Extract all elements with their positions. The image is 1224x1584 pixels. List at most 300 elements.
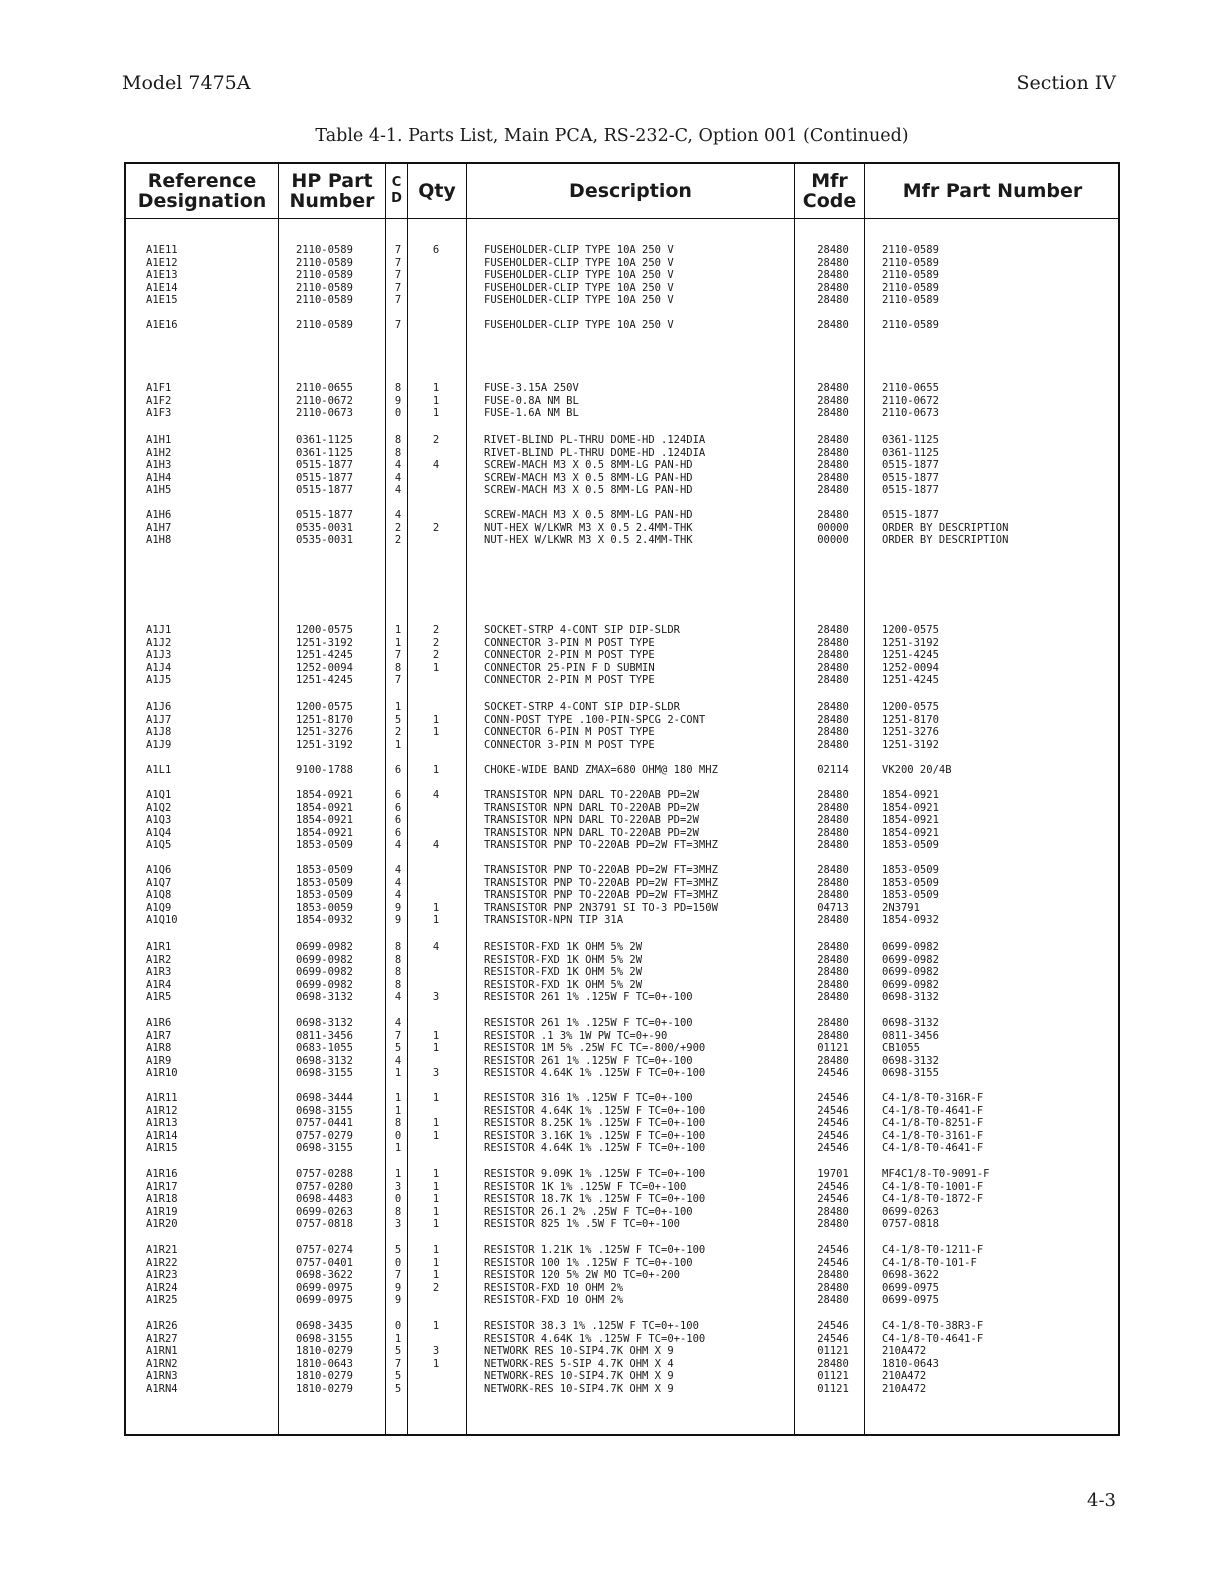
description-cell: TRANSISTOR NPN DARL TO-220AB PD=2W <box>484 826 699 839</box>
ref-cell: A1J3 <box>146 649 172 661</box>
mfr-code-cell: 24546 <box>817 1104 849 1117</box>
mfr-part-cell: 0515-1877 <box>882 484 939 496</box>
qty-cell: 1 <box>432 1269 440 1281</box>
qty-cell: 1 <box>432 1180 440 1193</box>
cd-cell: 1 <box>394 1092 402 1104</box>
hp-part-cell: 1251-3276 <box>296 726 353 738</box>
table-row <box>126 764 1122 777</box>
parts-table <box>124 162 1120 1436</box>
table-row <box>126 244 1122 257</box>
hp-part-cell: 1810-0279 <box>296 1345 353 1357</box>
cd-cell: 6 <box>394 801 402 814</box>
hp-part-cell: 1251-8170 <box>296 713 353 726</box>
qty-cell: 1 <box>432 394 440 407</box>
table-row <box>126 1345 1122 1358</box>
hp-part-cell: 1854-0921 <box>296 814 353 826</box>
table-row <box>126 1333 1122 1346</box>
mfr-code-cell: 28480 <box>817 446 849 459</box>
hp-part-cell: 2110-0589 <box>296 319 353 331</box>
hp-part-cell: 0698-3155 <box>296 1067 353 1079</box>
mfr-code-cell: 28480 <box>817 1269 849 1281</box>
mfr-code-cell: 28480 <box>817 826 849 839</box>
mfr-code-cell: 28480 <box>817 471 849 484</box>
mfr-code-cell: 28480 <box>817 509 849 521</box>
ref-cell: A1Q6 <box>146 864 172 876</box>
hp-part-cell: 1854-0921 <box>296 826 353 839</box>
cd-cell: 7 <box>394 319 402 331</box>
hp-part-cell: 1251-4245 <box>296 649 353 661</box>
description-cell: RESISTOR 9.09K 1% .125W F TC=0+-100 <box>484 1168 706 1180</box>
cd-cell: 4 <box>394 471 402 484</box>
mfr-part-cell: 1854-0932 <box>882 914 939 926</box>
hp-part-cell: 0698-3444 <box>296 1092 353 1104</box>
ref-cell: A1R2 <box>146 953 172 966</box>
mfr-part-cell: C4-1/8-T0-38R3-F <box>882 1320 984 1332</box>
cd-cell: 8 <box>394 382 402 394</box>
mfr-part-cell: 1251-3192 <box>882 636 939 649</box>
description-cell: FUSEHOLDER-CLIP TYPE 10A 250 V <box>484 269 674 281</box>
mfr-part-cell: 0757-0818 <box>882 1218 939 1230</box>
page-number: 4-3 <box>1087 1490 1116 1511</box>
mfr-part-cell: 1251-3276 <box>882 726 939 738</box>
description-cell: TRANSISTOR PNP TO-220AB PD=2W FT=3MHZ <box>484 839 718 851</box>
mfr-code-cell: 28480 <box>817 864 849 876</box>
mfr-part-cell: 2110-0589 <box>882 294 939 306</box>
mfr-part-cell: ORDER BY DESCRIPTION <box>882 521 1009 534</box>
ref-cell: A1J7 <box>146 713 172 726</box>
cd-cell: 1 <box>394 624 402 636</box>
mfr-code-cell: 28480 <box>817 244 849 256</box>
table-row <box>126 789 1122 802</box>
ref-cell: A1H2 <box>146 446 172 459</box>
cd-cell: 5 <box>394 713 402 726</box>
description-cell: FUSEHOLDER-CLIP TYPE 10A 250 V <box>484 244 674 256</box>
cd-cell: 1 <box>394 1332 402 1345</box>
mfr-part-cell: 0699-0975 <box>882 1294 939 1306</box>
mfr-code-cell: 24546 <box>817 1332 849 1345</box>
cd-cell: 8 <box>394 978 402 991</box>
description-cell: RESISTOR-FXD 10 OHM 2% <box>484 1294 624 1306</box>
mfr-part-cell: C4-1/8-T0-4641-F <box>882 1104 984 1117</box>
qty-cell: 1 <box>432 1092 440 1104</box>
table-row <box>126 902 1122 915</box>
mfr-part-cell: C4-1/8-T0-1872-F <box>882 1193 984 1205</box>
cd-cell: 7 <box>394 674 402 686</box>
table-row <box>126 269 1122 282</box>
hp-part-cell: 0757-0441 <box>296 1117 353 1129</box>
ref-cell: A1R5 <box>146 991 172 1003</box>
hp-part-cell: 9100-1788 <box>296 764 353 776</box>
ref-cell: A1E15 <box>146 294 178 306</box>
ref-cell: A1J1 <box>146 624 172 636</box>
qty-cell: 1 <box>432 407 440 419</box>
model-header: Model 7475A <box>122 72 251 94</box>
mfr-part-cell: 210A472 <box>882 1382 927 1395</box>
cd-cell: 7 <box>394 269 402 281</box>
mfr-code-cell: 28480 <box>817 661 849 674</box>
qty-cell: 1 <box>432 1129 440 1142</box>
mfr-code-cell: 01121 <box>817 1042 849 1054</box>
cd-cell: 8 <box>394 966 402 978</box>
hp-part-cell: 0535-0031 <box>296 534 353 546</box>
mfr-part-cell: 1810-0643 <box>882 1357 939 1370</box>
hp-part-cell: 1200-0575 <box>296 624 353 636</box>
table-row <box>126 637 1122 650</box>
cd-cell: 4 <box>394 839 402 851</box>
table-row <box>126 522 1122 535</box>
table-row <box>126 447 1122 460</box>
cd-cell: 9 <box>394 914 402 926</box>
description-cell: CONNECTOR 6-PIN M POST TYPE <box>484 726 655 738</box>
cd-cell: 4 <box>394 484 402 496</box>
section-header: Section IV <box>1016 72 1116 94</box>
ref-cell: A1H8 <box>146 534 172 546</box>
table-row <box>126 1067 1122 1080</box>
mfr-part-cell: 1251-8170 <box>882 713 939 726</box>
mfr-code-cell: 01121 <box>817 1382 849 1395</box>
mfr-code-cell: 24546 <box>817 1117 849 1129</box>
hp-part-cell: 0698-3132 <box>296 991 353 1003</box>
description-cell: RESISTOR 825 1% .5W F TC=0+-100 <box>484 1218 680 1230</box>
ref-cell: A1Q2 <box>146 801 172 814</box>
mfr-part-cell: C4-1/8-T0-4641-F <box>882 1332 984 1345</box>
table-row <box>126 257 1122 270</box>
description-cell: FUSE-0.8A NM BL <box>484 394 579 407</box>
ref-cell: A1H4 <box>146 471 172 484</box>
table-row <box>126 1383 1122 1396</box>
col-header-mfr: Mfr Code <box>802 170 857 212</box>
mfr-code-cell: 28480 <box>817 674 849 686</box>
table-row <box>126 714 1122 727</box>
hp-part-cell: 0699-0982 <box>296 941 353 953</box>
cd-cell: 2 <box>394 534 402 546</box>
qty-cell: 1 <box>432 661 440 674</box>
cd-cell: 1 <box>394 636 402 649</box>
cd-cell: 3 <box>394 1218 402 1230</box>
mfr-part-cell: C4-1/8-T0-3161-F <box>882 1129 984 1142</box>
table-row <box>126 1017 1122 1030</box>
description-cell: FUSEHOLDER-CLIP TYPE 10A 250 V <box>484 294 674 306</box>
ref-cell: A1F3 <box>146 407 172 419</box>
description-cell: NETWORK RES 10-SIP4.7K OHM X 9 <box>484 1345 674 1357</box>
description-cell: NETWORK-RES 10-SIP4.7K OHM X 9 <box>484 1370 674 1382</box>
mfr-code-cell: 28480 <box>817 624 849 636</box>
mfr-part-cell: 2110-0589 <box>882 256 939 269</box>
hp-part-cell: 1854-0921 <box>296 801 353 814</box>
mfr-code-cell: 28480 <box>817 726 849 738</box>
mfr-code-cell: 28480 <box>817 1294 849 1306</box>
mfr-code-cell: 24546 <box>817 1180 849 1193</box>
hp-part-cell: 0757-0401 <box>296 1256 353 1269</box>
table-row <box>126 1257 1122 1270</box>
cd-cell: 1 <box>394 1142 402 1154</box>
cd-cell: 7 <box>394 281 402 294</box>
cd-cell: 0 <box>394 1320 402 1332</box>
mfr-code-cell: 28480 <box>817 1205 849 1218</box>
qty-cell: 4 <box>432 839 440 851</box>
mfr-code-cell: 28480 <box>817 953 849 966</box>
col-header-mpn: Mfr Part Number <box>902 180 1083 202</box>
table-row <box>126 1218 1122 1231</box>
mfr-code-cell: 28480 <box>817 484 849 496</box>
mfr-part-cell: 1854-0921 <box>882 801 939 814</box>
table-row <box>126 1130 1122 1143</box>
mfr-code-cell: 28480 <box>817 801 849 814</box>
qty-cell: 1 <box>432 901 440 914</box>
cd-cell: 8 <box>394 953 402 966</box>
qty-cell: 1 <box>432 1320 440 1332</box>
description-cell: TRANSISTOR NPN DARL TO-220AB PD=2W <box>484 801 699 814</box>
mfr-code-cell: 28480 <box>817 1017 849 1029</box>
description-cell: FUSEHOLDER-CLIP TYPE 10A 250 V <box>484 256 674 269</box>
mfr-code-cell: 28480 <box>817 1357 849 1370</box>
table-row <box>126 1168 1122 1181</box>
ref-cell: A1J2 <box>146 636 172 649</box>
ref-cell: A1H5 <box>146 484 172 496</box>
description-cell: RESISTOR 4.64K 1% .125W F TC=0+-100 <box>484 1104 706 1117</box>
table-row <box>126 282 1122 295</box>
mfr-code-cell: 01121 <box>817 1345 849 1357</box>
description-cell: NETWORK-RES 5-SIP 4.7K OHM X 4 <box>484 1357 674 1370</box>
mfr-code-cell: 28480 <box>817 738 849 751</box>
table-row <box>126 1181 1122 1194</box>
mfr-part-cell: 0698-3622 <box>882 1269 939 1281</box>
hp-part-cell: 0515-1877 <box>296 509 353 521</box>
table-row <box>126 1282 1122 1295</box>
cd-cell: 4 <box>394 1054 402 1067</box>
hp-part-cell: 1853-0509 <box>296 876 353 889</box>
mfr-code-cell: 19701 <box>817 1168 849 1180</box>
mfr-part-cell: 0699-0982 <box>882 978 939 991</box>
description-cell: RESISTOR 38.3 1% .125W F TC=0+-100 <box>484 1320 699 1332</box>
description-cell: RESISTOR 1M 5% .25W FC TC=-800/+900 <box>484 1042 706 1054</box>
mfr-part-cell: 2110-0589 <box>882 319 939 331</box>
qty-cell: 1 <box>432 914 440 926</box>
description-cell: CONNECTOR 3-PIN M POST TYPE <box>484 636 655 649</box>
mfr-code-cell: 02114 <box>817 764 849 776</box>
description-cell: SCREW-MACH M3 X 0.5 8MM-LG PAN-HD <box>484 459 693 471</box>
cd-cell: 6 <box>394 814 402 826</box>
description-cell: TRANSISTOR NPN DARL TO-220AB PD=2W <box>484 789 699 801</box>
table-row <box>126 319 1122 332</box>
mfr-part-cell: 0515-1877 <box>882 509 939 521</box>
qty-cell: 1 <box>432 1168 440 1180</box>
ref-cell: A1R24 <box>146 1281 178 1294</box>
cd-cell: 8 <box>394 434 402 446</box>
hp-part-cell: 0757-0818 <box>296 1218 353 1230</box>
ref-cell: A1RN2 <box>146 1357 178 1370</box>
description-cell: RESISTOR 100 1% .125W F TC=0+-100 <box>484 1256 693 1269</box>
hp-part-cell: 0515-1877 <box>296 471 353 484</box>
qty-cell: 4 <box>432 941 440 953</box>
table-row <box>126 1117 1122 1130</box>
cd-cell: 4 <box>394 991 402 1003</box>
description-cell: NUT-HEX W/LKWR M3 X 0.5 2.4MM-THK <box>484 521 693 534</box>
ref-cell: A1J8 <box>146 726 172 738</box>
qty-cell: 1 <box>432 1029 440 1042</box>
mfr-part-cell: 1854-0921 <box>882 826 939 839</box>
hp-part-cell: 2110-0673 <box>296 407 353 419</box>
qty-cell: 3 <box>432 991 440 1003</box>
description-cell: RIVET-BLIND PL-THRU DOME-HD .124DIA <box>484 434 706 446</box>
mfr-part-cell: C4-1/8-T0-1001-F <box>882 1180 984 1193</box>
mfr-part-cell: ORDER BY DESCRIPTION <box>882 534 1009 546</box>
ref-cell: A1R1 <box>146 941 172 953</box>
col-header-desc: Description <box>569 180 692 202</box>
mfr-code-cell: 28480 <box>817 294 849 306</box>
ref-cell: A1E14 <box>146 281 178 294</box>
mfr-part-cell: 0698-3132 <box>882 991 939 1003</box>
qty-cell: 4 <box>432 459 440 471</box>
description-cell: RESISTOR 8.25K 1% .125W F TC=0+-100 <box>484 1117 706 1129</box>
qty-cell: 1 <box>432 764 440 776</box>
hp-part-cell: 0698-3132 <box>296 1017 353 1029</box>
hp-part-cell: 0698-3132 <box>296 1054 353 1067</box>
hp-part-cell: 0535-0031 <box>296 521 353 534</box>
hp-part-cell: 1854-0921 <box>296 789 353 801</box>
ref-cell: A1R16 <box>146 1168 178 1180</box>
mfr-code-cell: 28480 <box>817 839 849 851</box>
description-cell: RESISTOR 261 1% .125W F TC=0+-100 <box>484 1054 693 1067</box>
mfr-code-cell: 28480 <box>817 701 849 713</box>
table-row <box>126 459 1122 472</box>
cd-cell: 8 <box>394 941 402 953</box>
mfr-part-cell: MF4C1/8-T0-9091-F <box>882 1168 990 1180</box>
hp-part-cell: 1853-0509 <box>296 864 353 876</box>
hp-part-cell: 1251-4245 <box>296 674 353 686</box>
mfr-part-cell: 2110-0673 <box>882 407 939 419</box>
mfr-part-cell: 1854-0921 <box>882 789 939 801</box>
mfr-part-cell: 210A472 <box>882 1345 927 1357</box>
table-row <box>126 395 1122 408</box>
description-cell: CONNECTOR 3-PIN M POST TYPE <box>484 738 655 751</box>
mfr-part-cell: 1854-0921 <box>882 814 939 826</box>
hp-part-cell: 0361-1125 <box>296 434 353 446</box>
table-row <box>126 1370 1122 1383</box>
mfr-part-cell: CB1055 <box>882 1042 920 1054</box>
description-cell: RESISTOR 4.64K 1% .125W F TC=0+-100 <box>484 1332 706 1345</box>
ref-cell: A1J5 <box>146 674 172 686</box>
hp-part-cell: 0699-0982 <box>296 966 353 978</box>
qty-cell: 2 <box>432 434 440 446</box>
ref-cell: A1E13 <box>146 269 178 281</box>
mfr-part-cell: C4-1/8-T0-101-F <box>882 1256 977 1269</box>
cd-cell: 5 <box>394 1345 402 1357</box>
ref-cell: A1R19 <box>146 1205 178 1218</box>
ref-cell: A1E12 <box>146 256 178 269</box>
description-cell: RESISTOR .1 3% 1W PW TC=0+-90 <box>484 1029 668 1042</box>
hp-part-cell: 2110-0672 <box>296 394 353 407</box>
table-row <box>126 294 1122 307</box>
ref-cell: A1R26 <box>146 1320 178 1332</box>
cd-cell: 7 <box>394 649 402 661</box>
table-row <box>126 941 1122 954</box>
qty-cell: 1 <box>432 1193 440 1205</box>
ref-cell: A1RN4 <box>146 1382 178 1395</box>
qty-cell: 1 <box>432 1042 440 1054</box>
hp-part-cell: 0361-1125 <box>296 446 353 459</box>
description-cell: RESISTOR 1.21K 1% .125W F TC=0+-100 <box>484 1244 706 1256</box>
hp-part-cell: 0757-0280 <box>296 1180 353 1193</box>
mfr-code-cell: 24546 <box>817 1067 849 1079</box>
ref-cell: A1R15 <box>146 1142 178 1154</box>
mfr-code-cell: 00000 <box>817 534 849 546</box>
hp-part-cell: 2110-0589 <box>296 281 353 294</box>
description-cell: TRANSISTOR PNP TO-220AB PD=2W FT=3MHZ <box>484 876 718 889</box>
mfr-part-cell: 0699-0263 <box>882 1205 939 1218</box>
description-cell: SCREW-MACH M3 X 0.5 8MM-LG PAN-HD <box>484 471 693 484</box>
ref-cell: A1H1 <box>146 434 172 446</box>
description-cell: RESISTOR-FXD 10 OHM 2% <box>484 1281 624 1294</box>
mfr-code-cell: 28480 <box>817 941 849 953</box>
mfr-code-cell: 28480 <box>817 1029 849 1042</box>
mfr-part-cell: 2110-0655 <box>882 382 939 394</box>
mfr-code-cell: 28480 <box>817 1281 849 1294</box>
mfr-code-cell: 28480 <box>817 789 849 801</box>
cd-cell: 8 <box>394 446 402 459</box>
cd-cell: 4 <box>394 864 402 876</box>
cd-cell: 7 <box>394 244 402 256</box>
mfr-part-cell: 0515-1877 <box>882 471 939 484</box>
cd-cell: 2 <box>394 726 402 738</box>
mfr-part-cell: 1252-0094 <box>882 661 939 674</box>
mfr-part-cell: 0699-0975 <box>882 1281 939 1294</box>
table-row <box>126 1105 1122 1118</box>
hp-part-cell: 1853-0059 <box>296 901 353 914</box>
table-row <box>126 701 1122 714</box>
mfr-code-cell: 24546 <box>817 1092 849 1104</box>
description-cell: RESISTOR-FXD 1K OHM 5% 2W <box>484 978 643 991</box>
ref-cell: A1H7 <box>146 521 172 534</box>
ref-cell: A1R17 <box>146 1180 178 1193</box>
mfr-part-cell: 2110-0589 <box>882 244 939 256</box>
hp-part-cell: 1252-0094 <box>296 661 353 674</box>
cd-cell: 4 <box>394 1017 402 1029</box>
table-row <box>126 1269 1122 1282</box>
ref-cell: A1R13 <box>146 1117 178 1129</box>
description-cell: FUSE-1.6A NM BL <box>484 407 579 419</box>
description-cell: SOCKET-STRP 4-CONT SIP DIP-SLDR <box>484 701 680 713</box>
description-cell: NETWORK-RES 10-SIP4.7K OHM X 9 <box>484 1382 674 1395</box>
ref-cell: A1R9 <box>146 1054 172 1067</box>
mfr-code-cell: 28480 <box>817 407 849 419</box>
cd-cell: 8 <box>394 661 402 674</box>
ref-cell: A1R12 <box>146 1104 178 1117</box>
mfr-part-cell: C4-1/8-T0-4641-F <box>882 1142 984 1154</box>
description-cell: RESISTOR 4.64K 1% .125W F TC=0+-100 <box>484 1067 706 1079</box>
cd-cell: 0 <box>394 1193 402 1205</box>
cd-cell: 7 <box>394 256 402 269</box>
ref-cell: A1R21 <box>146 1244 178 1256</box>
description-cell: SCREW-MACH M3 X 0.5 8MM-LG PAN-HD <box>484 509 693 521</box>
mfr-part-cell: 2110-0589 <box>882 269 939 281</box>
description-cell: TRANSISTOR PNP 2N3791 SI TO-3 PD=150W <box>484 901 718 914</box>
table-row <box>126 1193 1122 1206</box>
ref-cell: A1J6 <box>146 701 172 713</box>
mfr-part-cell: 1853-0509 <box>882 889 939 901</box>
description-cell: RESISTOR 261 1% .125W F TC=0+-100 <box>484 991 693 1003</box>
ref-cell: A1Q10 <box>146 914 178 926</box>
table-row <box>126 472 1122 485</box>
cd-cell: 4 <box>394 876 402 889</box>
mfr-code-cell: 24546 <box>817 1142 849 1154</box>
mfr-code-cell: 28480 <box>817 319 849 331</box>
hp-part-cell: 1251-3192 <box>296 738 353 751</box>
mfr-part-cell: 1853-0509 <box>882 864 939 876</box>
hp-part-cell: 0699-0982 <box>296 978 353 991</box>
table-row <box>126 1042 1122 1055</box>
hp-part-cell: 1810-0279 <box>296 1382 353 1395</box>
